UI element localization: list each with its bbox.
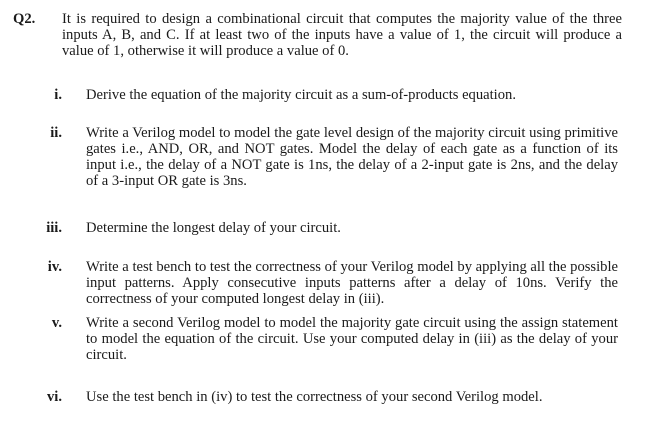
item-text: Use the test bench in (iv) to test the correctness of your second Verilog model. <box>86 389 543 405</box>
item-text: Determine the longest delay of your circuit. <box>86 220 341 236</box>
item-number: iii. <box>46 220 62 236</box>
item-number: i. <box>54 87 62 103</box>
question-intro: It is required to design a combinational circuit that computes the majority value of the three inputs A, B, and C. If at least two of the inputs have a value of 1, the circuit will produce a value of 1, otherwise it will produce a value of 0. <box>62 11 622 59</box>
item-number: vi. <box>47 389 62 405</box>
question-number: Q2. <box>13 11 36 27</box>
item-text: Write a second Verilog model to model the majority gate circuit using the assign statement to model the equation of the circuit. Use your computed delay in (iii) as the delay of your circuit. <box>86 315 618 363</box>
item-number: iv. <box>47 259 62 275</box>
item-text: Write a Verilog model to model the gate level design of the majority circuit using primitive gates i.e., AND, OR, and NOT gates. Model the delay of each gate as a function of its input i.e., the delay of a NOT gate is 1ns, the delay of a 2-input gate is 2ns, and the delay of a 3-input OR gate is 3ns. <box>86 125 618 189</box>
item-number: ii. <box>50 125 62 141</box>
item-number: v. <box>51 315 62 331</box>
item-text: Write a test bench to test the correctness of your Verilog model by applying all the possible input patterns. Apply consecutive inputs patterns after a delay of 10ns. Verify the correctness of your computed longest delay in (iii). <box>86 259 618 307</box>
item-text: Derive the equation of the majority circuit as a sum-of-products equation. <box>86 87 516 103</box>
